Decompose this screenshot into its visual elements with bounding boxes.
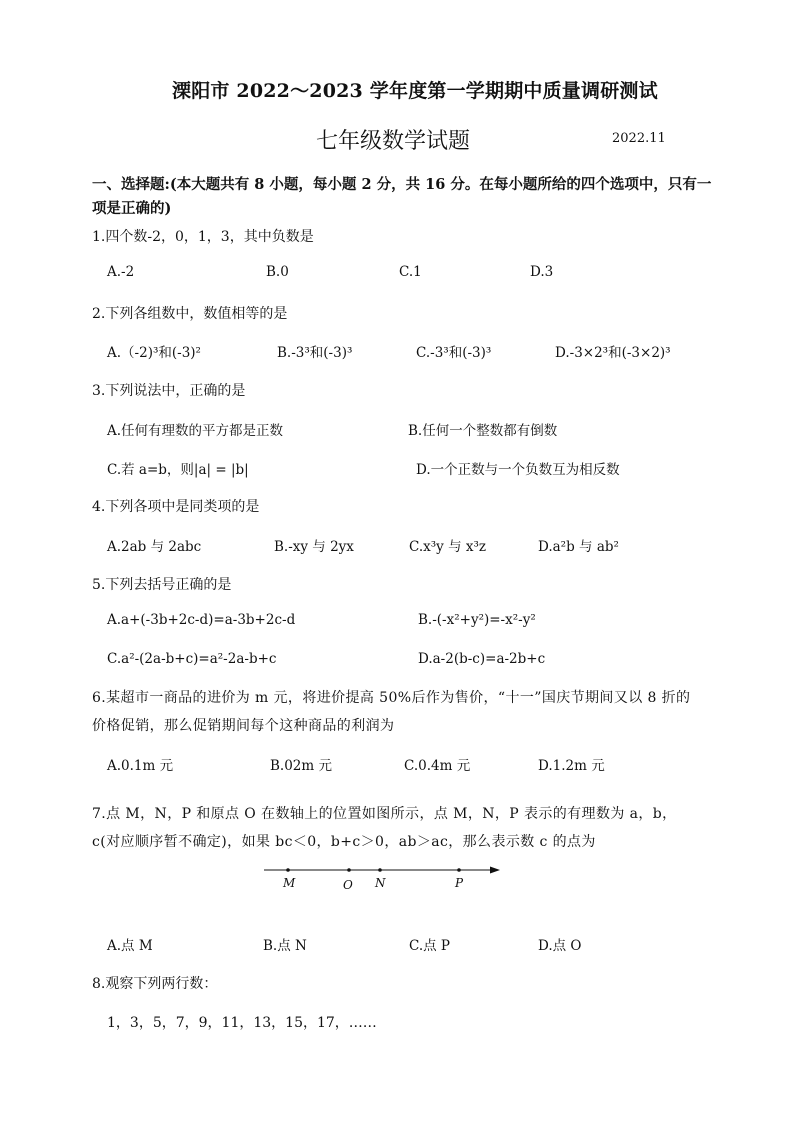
- option-b: B.点 N: [263, 938, 307, 954]
- option-a: A.0.1m 元: [107, 758, 174, 774]
- number-sequence: 1，3，5，7，9，11，13，15，17，……: [107, 1015, 377, 1031]
- question-stem: 4.下列各项中是同类项的是: [92, 499, 260, 515]
- label-m: M: [283, 876, 296, 890]
- exam-date: 2022.11: [612, 131, 666, 146]
- question-stem: 3.下列说法中，正确的是: [92, 383, 246, 399]
- label-n: N: [375, 876, 386, 890]
- question-stem: 1.四个数-2，0，1，3，其中负数是: [92, 229, 314, 245]
- option-c: C.若 a=b，则|a| = |b|: [107, 462, 249, 478]
- option-d: D.-3×2³和(-3×2)³: [555, 345, 671, 361]
- option-c: C.x³y 与 x³z: [409, 539, 487, 555]
- option-c: C.a²-(2a-b+c)=a²-2a-b+c: [107, 651, 277, 667]
- option-a: A.2ab 与 2abc: [107, 539, 202, 555]
- question-stem: 6.某超市一商品的进价为 m 元，将进价提高 50%后作为售价，“十一”国庆节期间又以 8 折的价格促销，那么促销期间每个这种商品的利润为: [92, 690, 691, 734]
- question-stem: 8.观察下列两行数：: [92, 976, 218, 992]
- option-b: B.任何一个整数都有倒数: [408, 423, 558, 439]
- option-d: D.点 O: [538, 938, 582, 954]
- question-stem: 7.点 M，N，P 和原点 O 在数轴上的位置如图所示，点 M，N，P 表示的有理数为 a，b，c(对应顺序暂不确定)，如果 bc＜0，b+c＞0，ab＞ac，那么表示数 c 的点为: [92, 806, 677, 850]
- exam-title: 溧阳市 2022～2023 学年度第一学期期中质量调研测试: [172, 80, 658, 102]
- point-p: [457, 868, 461, 872]
- option-d: D.a-2(b-c)=a-2b+c: [418, 651, 546, 667]
- option-c: C.1: [399, 264, 422, 280]
- option-b: B.0: [266, 264, 289, 280]
- option-b: B.02m 元: [270, 758, 332, 774]
- option-a: A.任何有理数的平方都是正数: [107, 423, 284, 439]
- question-stem: 5.下列去括号正确的是: [92, 577, 232, 593]
- option-d: D.一个正数与一个负数互为相反数: [416, 462, 620, 478]
- label-o: O: [343, 878, 353, 892]
- option-a: A.（-2)³和(-3)²: [107, 345, 201, 361]
- option-d: D.a²b 与 ab²: [538, 539, 619, 555]
- section-heading: 一、选择题:(本大题共有 8 小题，每小题 2 分，共 16 分。在每小题所给的四个选项中，只有一项是正确的): [92, 176, 712, 217]
- arrow-right-icon: [490, 867, 500, 874]
- label-p: P: [455, 876, 464, 890]
- option-b: B.-3³和(-3)³: [277, 345, 353, 361]
- option-b: B.-xy 与 2yx: [274, 539, 354, 555]
- point-n: [378, 868, 382, 872]
- option-c: C.点 P: [409, 938, 451, 954]
- point-o: [347, 868, 351, 872]
- exam-subtitle: 七年级数学试题: [316, 129, 471, 154]
- option-a: A.点 M: [107, 938, 153, 954]
- option-b: B.-(-x²+y²)=-x²-y²: [418, 612, 536, 628]
- option-a: A.a+(-3b+2c-d)=a-3b+2c-d: [107, 612, 296, 628]
- number-line-figure: [258, 858, 508, 894]
- point-m: [286, 868, 290, 872]
- option-c: C.0.4m 元: [404, 758, 471, 774]
- option-d: D.3: [530, 264, 554, 280]
- option-c: C.-3³和(-3)³: [416, 345, 492, 361]
- question-stem: 2.下列各组数中，数值相等的是: [92, 306, 288, 322]
- option-d: D.1.2m 元: [538, 758, 605, 774]
- option-a: A.-2: [107, 264, 135, 280]
